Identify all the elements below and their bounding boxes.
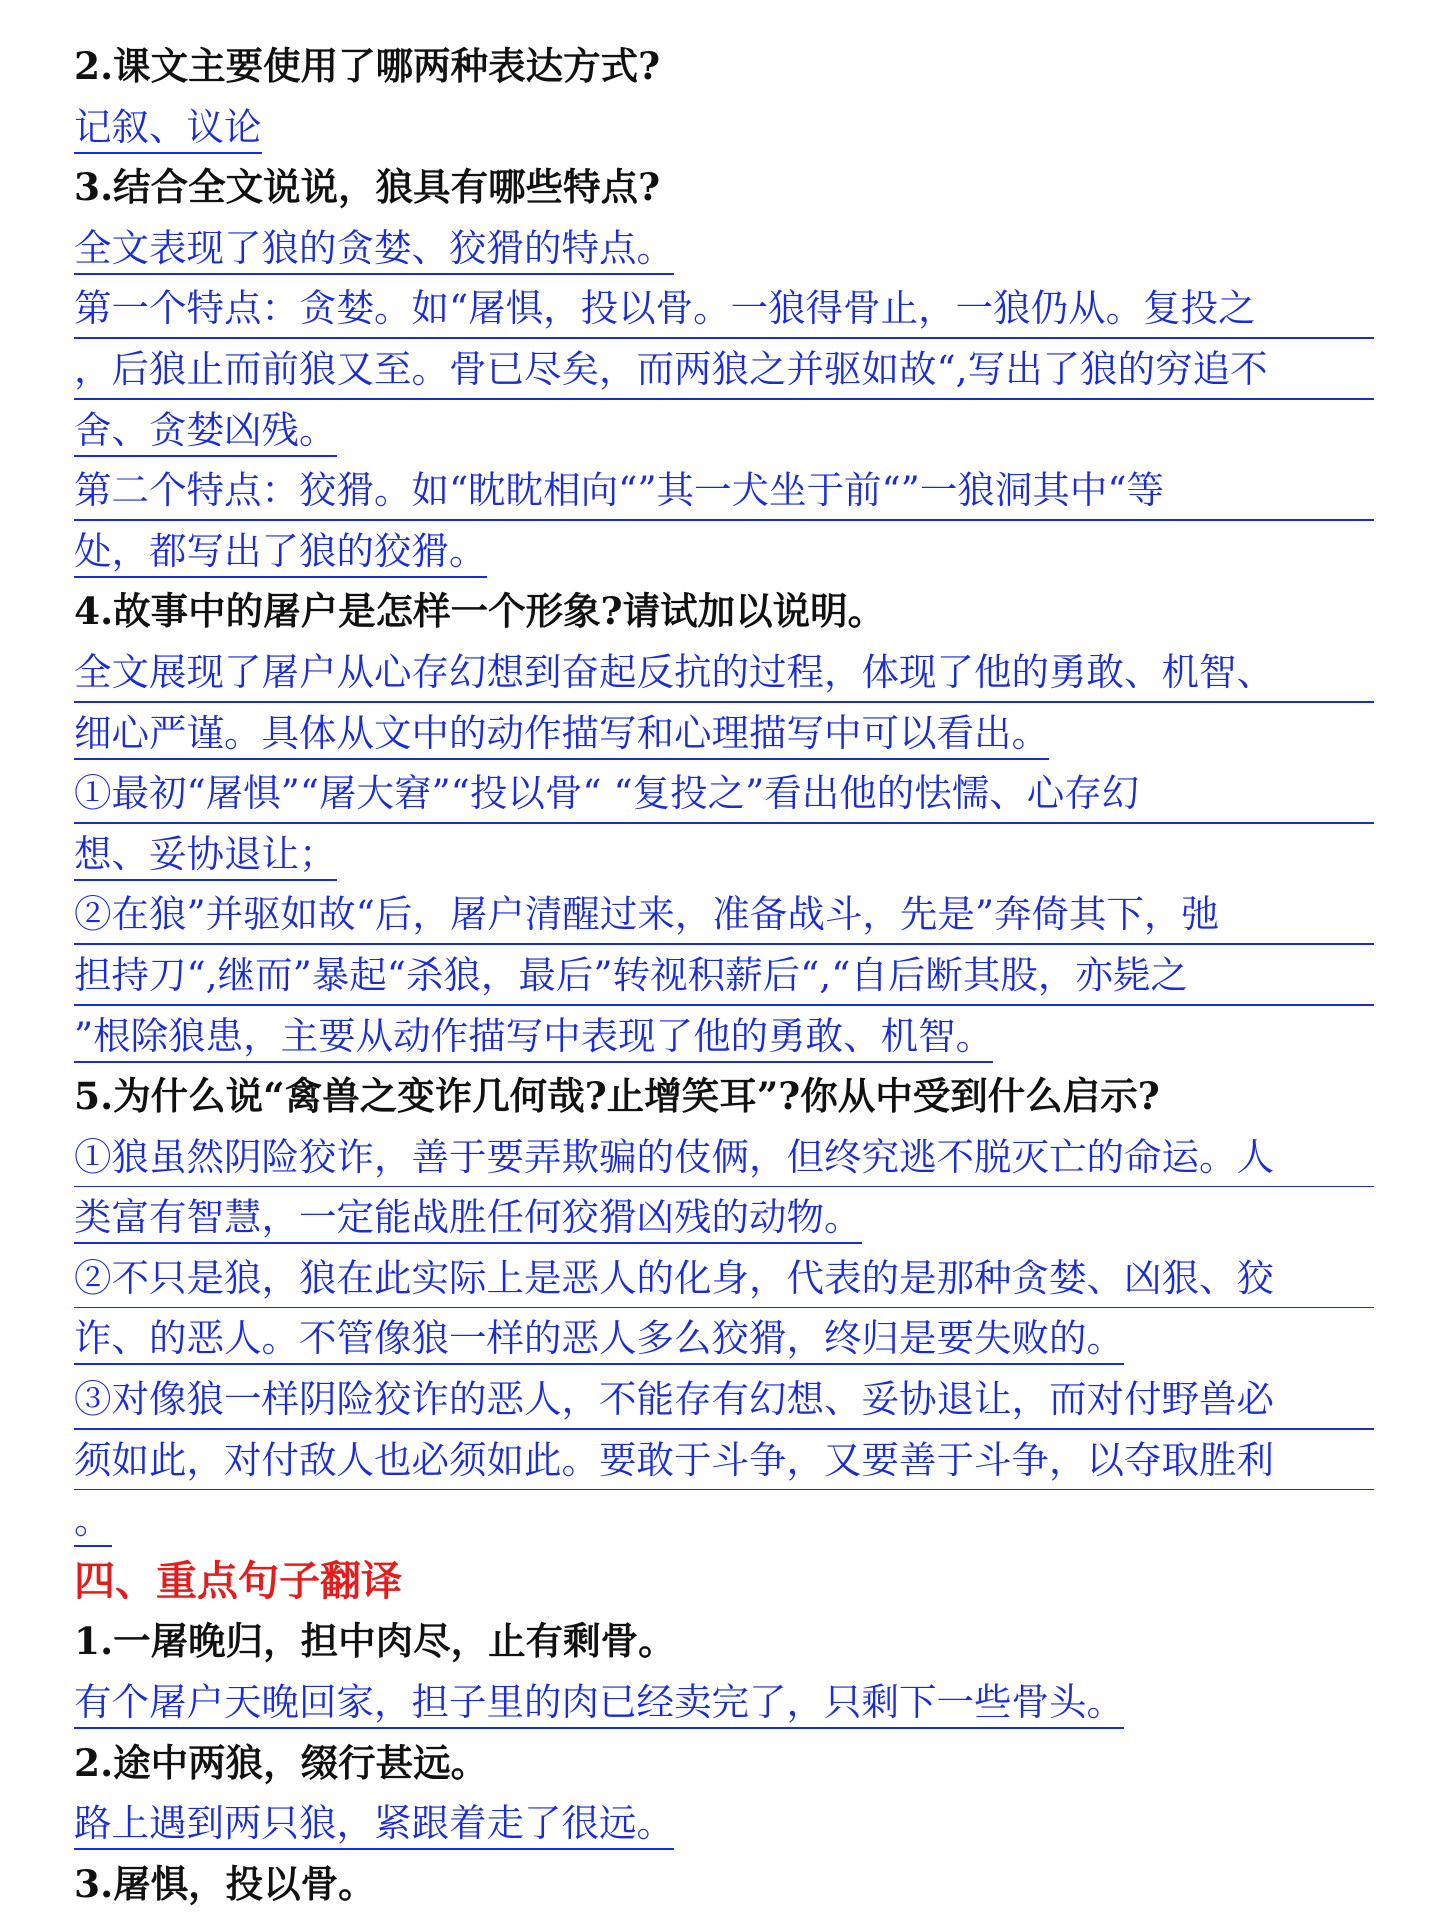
answer-line xyxy=(74,521,1380,582)
answer-text: 有个屠户天晚回家，担子里的肉已经卖完了，只剩下一些骨头。 xyxy=(74,1680,1124,1729)
question-line: 1.一屠晚归，担中肉尽，止有剩骨。 xyxy=(74,1619,676,1664)
answer-text: ①狼虽然阴险狡诈，善于要弄欺骗的伎俩，但终究逃不脱灭亡的命运。人 xyxy=(74,1131,1374,1188)
answer-text: ②不只是狼，狼在此实际上是恶人的化身，代表的是那种贪婪、凶狠、狡 xyxy=(74,1252,1374,1309)
answer-text: 路上遇到两只狼，紧跟着走了很远。 xyxy=(74,1801,674,1850)
question-line: 2.途中两狼，缀行甚远。 xyxy=(74,1740,489,1785)
answer-line xyxy=(74,400,1380,461)
answer-text: 。 xyxy=(74,1498,112,1547)
answer-line xyxy=(74,945,1380,1006)
answer-text: ，后狼止而前狼又至。骨已尽矣，而两狼之并驱如故“,写出了狼的穷追不 xyxy=(74,343,1374,400)
question-line: 2.课文主要使用了哪两种表达方式? xyxy=(74,44,661,88)
answer-line xyxy=(74,1430,1380,1491)
answer-line xyxy=(74,1006,1380,1067)
answer-line xyxy=(74,1248,1380,1309)
answer-text: 处，都写出了狼的狡猾。 xyxy=(74,529,487,578)
answer-text: 第二个特点：狡猾。如“眈眈相向“”其一犬坐于前“”一狼洞其中“等 xyxy=(74,464,1374,521)
answer-text: 须如此，对付敌人也必须如此。要敢于斗争，又要善于斗争，以夺取胜利 xyxy=(74,1434,1374,1491)
answer-line xyxy=(74,278,1380,339)
answer-text: ②在狼”并驱如故“后，屠户清醒过来，准备战斗，先是”奔倚其下，弛 xyxy=(74,888,1374,945)
question-line: 3.屠惧，投以骨。 xyxy=(74,1861,376,1906)
answer-text: ①最初“屠惧”“屠大窘”“投以骨“ “复投之”看出他的怯懦、心存幻 xyxy=(74,767,1374,824)
answer-line xyxy=(74,1127,1380,1188)
answer-line xyxy=(74,460,1380,521)
question-line: 3.结合全文说说，狼具有哪些特点? xyxy=(74,165,661,210)
answer-line xyxy=(74,97,1380,158)
answer-text: 细心严谨。具体从文中的动作描写和心理描写中可以看出。 xyxy=(74,711,1049,760)
answer-text: 诈、的恶人。不管像狼一样的恶人多么狡猾，终归是要失败的。 xyxy=(74,1316,1124,1365)
answer-line xyxy=(74,1793,1380,1854)
answer-text: 类富有智慧，一定能战胜任何狡猾凶残的动物。 xyxy=(74,1195,862,1244)
answer-line xyxy=(74,218,1380,279)
answer-line xyxy=(74,1187,1380,1248)
answer-text: 全文展现了屠户从心存幻想到奋起反抗的过程，体现了他的勇敢、机智、 xyxy=(74,646,1374,703)
answer-line xyxy=(74,824,1380,885)
answer-line xyxy=(74,1490,1380,1551)
section-heading: 四、重点句子翻译 xyxy=(74,1556,402,1605)
answer-line xyxy=(74,1308,1380,1369)
answer-text: 全文表现了狼的贪婪、狡猾的特点。 xyxy=(74,226,674,275)
question-line: 5.为什么说“禽兽之变诈几何哉?止增笑耳”?你从中受到什么启示? xyxy=(74,1074,1160,1119)
question-line: 4.故事中的屠户是怎样一个形象?请试加以说明。 xyxy=(74,589,886,634)
answer-line xyxy=(74,1672,1380,1733)
answer-line xyxy=(74,339,1380,400)
answer-text: 记叙、议论 xyxy=(74,105,262,154)
answer-text: ”根除狼患，主要从动作描写中表现了他的勇敢、机智。 xyxy=(74,1014,993,1063)
answer-text: ③对像狼一样阴险狡诈的恶人，不能存有幻想、妥协退让，而对付野兽必 xyxy=(74,1373,1374,1430)
answer-line xyxy=(74,1369,1380,1430)
answer-line xyxy=(74,642,1380,703)
answer-line xyxy=(74,703,1380,764)
answer-line xyxy=(74,884,1380,945)
answer-text: 想、妥协退让； xyxy=(74,832,337,881)
answer-text: 第一个特点：贪婪。如“屠惧，投以骨。一狼得骨止，一狼仍从。复投之 xyxy=(74,282,1374,339)
answer-line xyxy=(74,763,1380,824)
answer-text: 舍、贪婪凶残。 xyxy=(74,408,337,457)
answer-text: 担持刀“,继而”暴起“杀狼，最后”转视积薪后“,“自后断其股，亦毙之 xyxy=(74,949,1374,1006)
